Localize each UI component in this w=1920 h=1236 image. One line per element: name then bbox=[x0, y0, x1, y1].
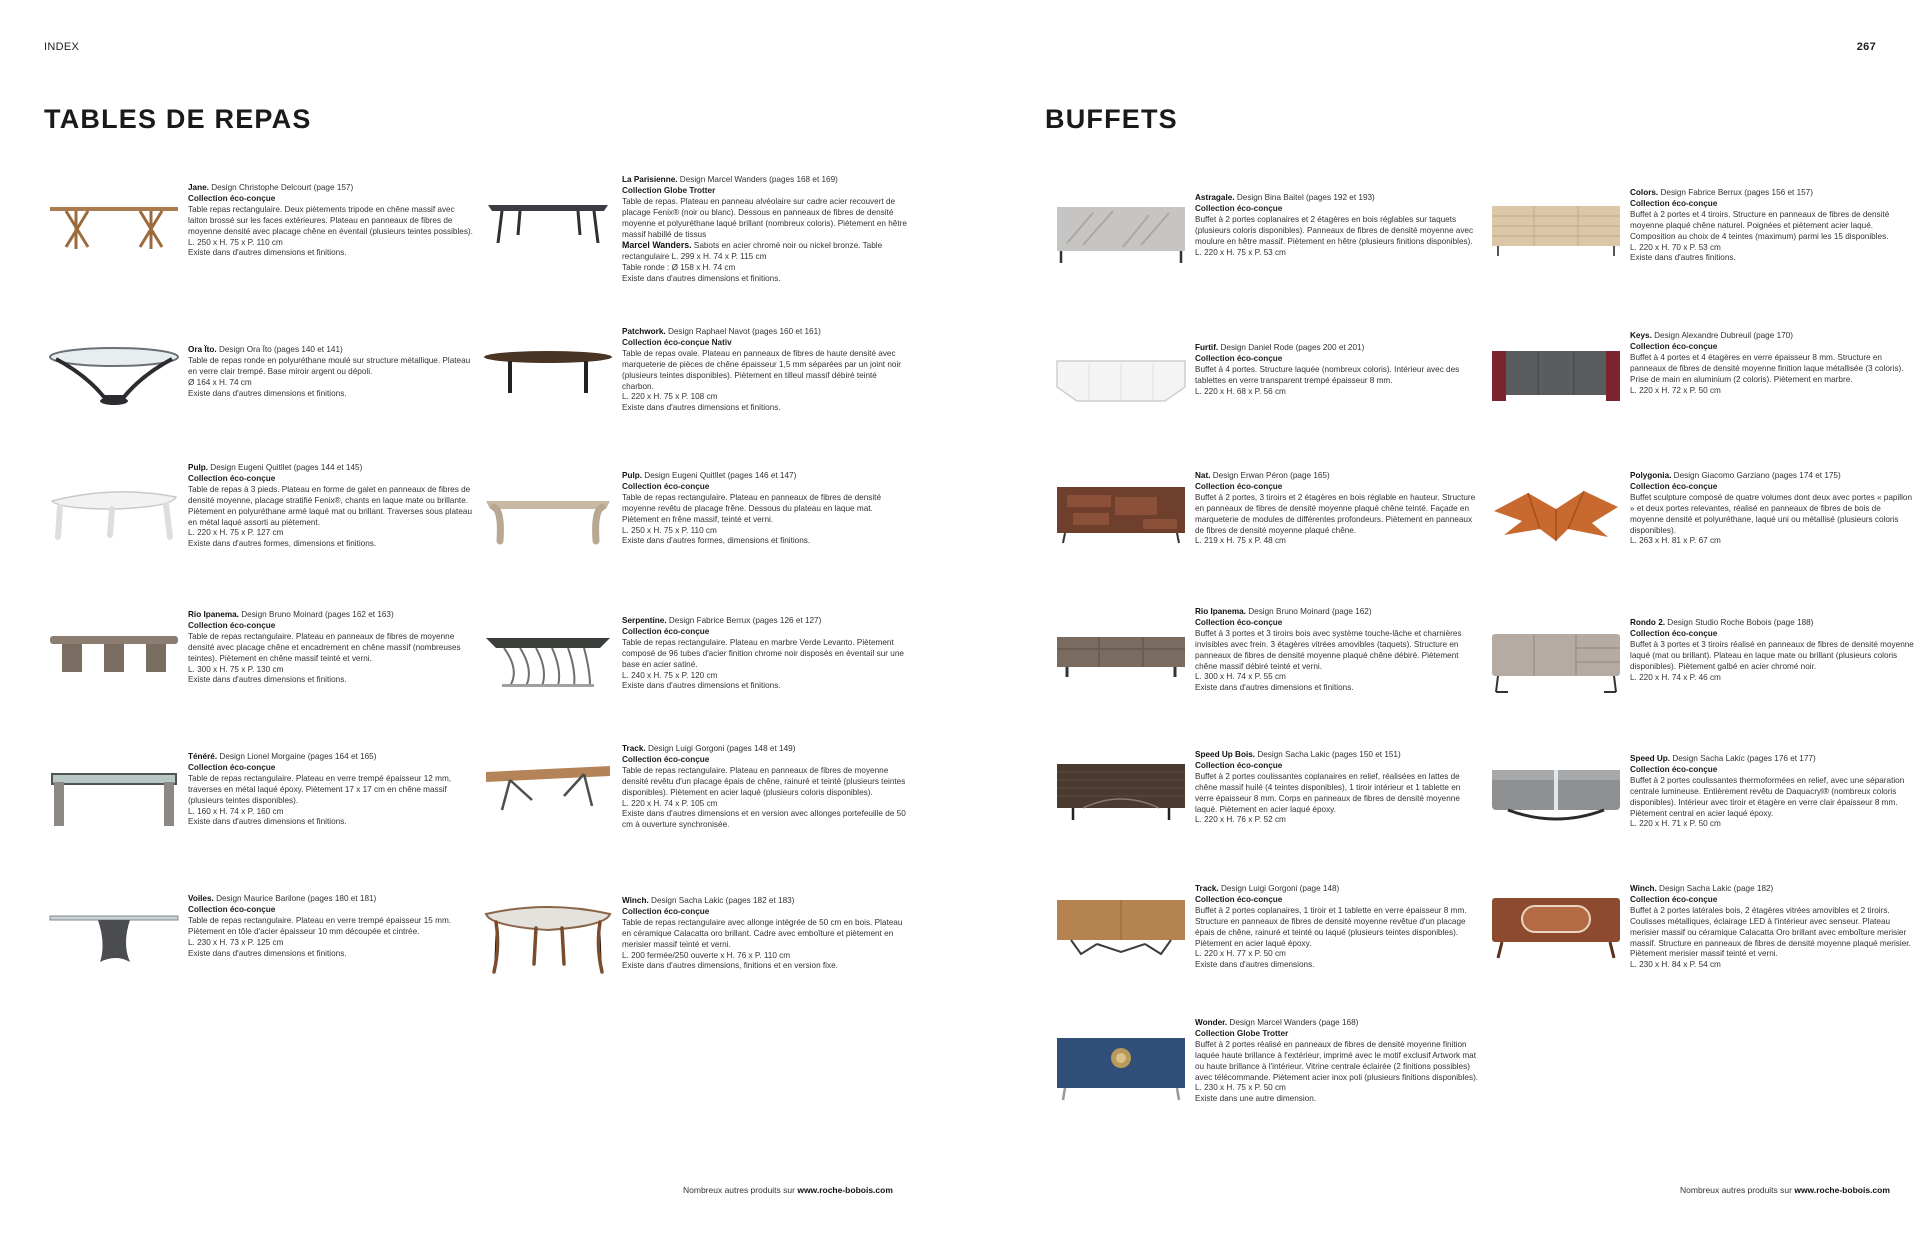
item-description: Table de repas rectangulaire. Plateau en verre trempé épaisseur 15 mm. Piètement en tôle d'acier épaisseur 10 mm découpée et cintrée. bbox=[188, 915, 452, 936]
item-collection: Collection éco-conçue bbox=[1630, 341, 1718, 351]
catalog-item-tenere[interactable] bbox=[46, 752, 476, 872]
item-description: Table de repas ovale. Plateau en panneaux de fibres de haute densité avec marqueterie de pièces de chêne épaisseur 1,5 mm séparées par un joint noir (plusieurs teintes disponibles). Piètement en tilleul massif débiré teinté charbon. bbox=[622, 348, 901, 391]
item-description: Table de repas. Plateau en panneau alvéolaire sur cadre acier recouvert de placage Fenix® (noir ou blanc). Dessous en panneaux de fibres de densité moyenne et polyuréthane laqué brillant (nombreux coloris). Piètement en hêtre massif habillé de tissus bbox=[622, 196, 907, 239]
item-description: Buffet à 2 portes réalisé en panneaux de fibres de densité moyenne finition laquée haute brillance à l'extérieur, imprimé avec le motif exclusif Artwork mat ou haute brillance à l'intérieur. Vitrine centrale éclairée (2 finitions possibles) avec télécommande. Piètement acier inox poli (plusieurs finitions disponibles). bbox=[1195, 1039, 1479, 1082]
item-name: Furtif. bbox=[1195, 343, 1219, 352]
item-description: Buffet à 2 portes coplanaires et 2 étagères en bois réglables sur taquets (plusieurs coloris disponibles). Panneaux de fibres de densité moyenne avec moulure en hêtre massif. Piètement en hêtre (plusieurs finitions disponibles). bbox=[1195, 214, 1474, 246]
item-collection: Collection éco-conçue bbox=[188, 762, 276, 772]
item-collection: Collection éco-conçue bbox=[622, 626, 710, 636]
catalog-item-keys[interactable] bbox=[1488, 331, 1918, 451]
item-designer: Design Eugeni Quitllet (pages 146 et 147) bbox=[642, 471, 797, 480]
tenere-table-image bbox=[46, 752, 182, 838]
item-name: Ora Ïto. bbox=[188, 345, 217, 354]
item-availability: Existe dans d'autres dimensions. bbox=[1195, 960, 1315, 970]
item-availability: Existe dans d'autres finitions. bbox=[1630, 253, 1736, 263]
voiles-table-image bbox=[46, 894, 182, 980]
item-dimensions: Table ronde : Ø 158 x H. 74 cm bbox=[622, 263, 736, 273]
catalog-item-astragale[interactable] bbox=[1053, 193, 1483, 313]
item-name: Track. bbox=[1195, 884, 1219, 893]
item-description: Table de repas rectangulaire. Plateau en panneaux de fibres de moyenne densité avec placage chêne et encadrement en chêne massif (nombreuses teintes). Piètement en chêne massif teinté et verni. bbox=[188, 631, 461, 663]
track-buffet-image bbox=[1053, 884, 1189, 970]
item-name: La Parisienne. bbox=[622, 175, 678, 184]
item-availability: Existe dans d'autres dimensions et finitions. bbox=[188, 248, 347, 258]
item-designer: Design Lionel Morgaine (pages 164 et 165) bbox=[217, 752, 377, 761]
item-dimensions: L. 220 x H. 76 x P. 52 cm bbox=[1195, 815, 1286, 825]
item-description: Table de repas rectangulaire avec allonge intégrée de 50 cm en bois. Plateau en céramique Calacatta oro brillant. Cadre avec emboîture et piètement en merisier massif teinté et verni. bbox=[622, 917, 903, 949]
la-parisienne-table-image bbox=[480, 175, 616, 261]
item-description: Table de repas à 3 pieds. Plateau en forme de galet en panneaux de fibres de densité moyenne, placage stratifié Fenix®, chants en laque mate ou brillante. Piètement en polyuréthane armé laqué mat ou brillant. Traverses sous plateau en métal laqué assorti au piètement. bbox=[188, 484, 472, 527]
item-dimensions: L. 263 x H. 81 x P. 67 cm bbox=[1630, 536, 1721, 546]
item-description: Buffet à 3 portes et 3 tiroirs réalisé en panneaux de fibres de densité moyenne laqué (mat ou brillant). Plateau en laque mate ou brillant (plusieurs coloris disponibles). Piètement galbé en acier chromé noir. bbox=[1630, 639, 1914, 671]
item-collection: Collection éco-conçue bbox=[188, 904, 276, 914]
item-designer: Design Erwan Péron (page 165) bbox=[1210, 471, 1330, 480]
item-name: Rio Ipanema. bbox=[1195, 607, 1246, 616]
item-dimensions: L. 220 x H. 75 x P. 127 cm bbox=[188, 528, 284, 538]
item-name: Ténéré. bbox=[188, 752, 218, 761]
footer-url-link[interactable]: www.roche-bobois.com bbox=[797, 1185, 893, 1195]
item-collection: Collection éco-conçue bbox=[188, 193, 276, 203]
item-description: Buffet à 4 portes. Structure laquée (nombreux coloris). Intérieur avec des tablettes en verre transparent trempé épaisseur 8 mm. bbox=[1195, 364, 1460, 385]
catalog-item-nat[interactable] bbox=[1053, 471, 1483, 591]
item-dimensions: L. 220 x H. 75 x P. 53 cm bbox=[1195, 247, 1286, 257]
item-dimensions: L. 300 x H. 74 x P. 55 cm bbox=[1195, 672, 1286, 682]
item-designer: Design Sacha Lakic (pages 150 et 151) bbox=[1255, 750, 1401, 759]
item-availability: Existe dans d'autres dimensions et finitions. bbox=[622, 274, 781, 284]
item-designer: Design Sacha Lakic (pages 176 et 177) bbox=[1670, 754, 1816, 763]
item-designer: Design Marcel Wanders (pages 168 et 169) bbox=[677, 175, 838, 184]
item-description: Buffet à 2 portes coulissantes thermoformées en relief, avec une séparation centrale lumineuse. Entièrement revêtu de Daquacryl® (nombreux coloris disponibles). Intérieur avec tiroir et étagère en verre clair épaisseur 8 mm. Piètement central en acier laqué époxy. bbox=[1630, 775, 1905, 818]
item-designer: Design Fabrice Berrux (pages 156 et 157) bbox=[1658, 188, 1813, 197]
item-description: Table de repas ronde en polyuréthane moulé sur structure métallique. Plateau en verre clair trempé. Base miroir argent ou dépoli. bbox=[188, 355, 471, 376]
item-availability: Existe dans d'autres dimensions et finitions. bbox=[622, 403, 781, 413]
catalog-item-wonder[interactable] bbox=[1053, 1018, 1483, 1138]
item-designer: Design Giacomo Garziano (pages 174 et 175) bbox=[1671, 471, 1841, 480]
item-name: Colors. bbox=[1630, 188, 1659, 197]
item-collection: Collection éco-conçue bbox=[1195, 203, 1283, 213]
catalog-item-colors[interactable] bbox=[1488, 188, 1918, 308]
rio-ipanema-buffet-image bbox=[1053, 607, 1189, 693]
item-availability: Existe dans d'autres dimensions, finitions et en version fixe. bbox=[622, 961, 838, 971]
item-dimensions: L. 240 x H. 75 x P. 120 cm bbox=[622, 670, 718, 680]
item-availability: Existe dans d'autres formes, dimensions et finitions. bbox=[188, 539, 377, 549]
item-collection: Collection éco-conçue bbox=[1195, 481, 1283, 491]
rondo-2-buffet-image bbox=[1488, 618, 1624, 704]
item-dimensions: L. 230 x H. 84 x P. 54 cm bbox=[1630, 960, 1721, 970]
running-head-index: INDEX bbox=[44, 41, 80, 53]
item-name: Winch. bbox=[1630, 884, 1657, 893]
item-name: Keys. bbox=[1630, 331, 1652, 340]
item-dimensions: L. 300 x H. 75 x P. 130 cm bbox=[188, 664, 284, 674]
catalog-item-track-buffet[interactable] bbox=[1053, 884, 1483, 1004]
item-name: Astragale. bbox=[1195, 193, 1235, 202]
footer-url-link[interactable]: www.roche-bobois.com bbox=[1794, 1185, 1890, 1195]
item-designer: Design Luigi Gorgoni (pages 148 et 149) bbox=[645, 744, 796, 753]
item-description: Buffet à 2 portes coulissantes coplanaires en relief, réalisées en lattes de chêne massif huilé (4 teintes disponibles), 1 tiroir intérieur et 1 tablette en verre épaisseur 8 mm. Corps en panneaux de fibres de densité moyenne laqué. Piètement en acier laqué époxy. bbox=[1195, 771, 1461, 814]
item-dimensions: L. 220 x H. 72 x P. 50 cm bbox=[1630, 385, 1721, 395]
speed-up-buffet-image bbox=[1488, 754, 1624, 840]
item-availability: Existe dans une autre dimension. bbox=[1195, 1094, 1317, 1104]
catalog-item-la-parisienne[interactable] bbox=[480, 175, 910, 295]
item-description: Table de repas rectangulaire. Plateau en panneaux de fibres de densité moyenne revêtu de placage frêne. Dessous du plateau en laque mat. Piètement en frêne massif, teinté et verni. bbox=[622, 492, 881, 524]
winch-table-image bbox=[480, 896, 616, 982]
item-availability: Existe dans d'autres dimensions et finitions. bbox=[188, 948, 347, 958]
item-dimensions: L. 250 x H. 75 x P. 110 cm bbox=[188, 237, 283, 247]
furtif-buffet-image bbox=[1053, 343, 1189, 429]
item-extra: Sabots en acier chromé noir ou nickel bronze. Table rectangulaire L. 299 x H. 74 x P. 115 cm bbox=[622, 241, 883, 262]
item-name: Speed Up. bbox=[1630, 754, 1671, 763]
pulp-round-table-image bbox=[46, 467, 182, 553]
catalog-item-speed-up[interactable] bbox=[1488, 754, 1918, 874]
footer-note-prefix: Nombreux autres produits sur bbox=[683, 1185, 798, 1195]
item-description: Buffet à 2 portes, 3 tiroirs et 2 étagères en bois réglable en hauteur. Structure en panneaux de fibres de densité moyenne plaqué chêne teinté. Façade en marqueterie de modules de différentes profondeurs. Piètement en panneaux de fibres de densité moyenne plaqué chêne. bbox=[1195, 492, 1476, 535]
item-collection: Collection éco-conçue bbox=[622, 754, 710, 764]
footer-note-left bbox=[683, 1185, 893, 1195]
item-dimensions: L. 219 x H. 75 x P. 48 cm bbox=[1195, 536, 1286, 546]
item-dimensions: L. 220 x H. 68 x P. 56 cm bbox=[1195, 386, 1286, 396]
track-table-image bbox=[480, 744, 616, 830]
catalog-item-track-table[interactable] bbox=[480, 744, 910, 864]
item-description: Buffet à 3 portes et 3 tiroirs bois avec système touche-lâche et charnières invisibles avec frein. 3 étagères vitrées amovibles (taquets). Structure en panneaux de fibres de densité moyenne plaqué chêne débiré. Piètement chêne massif débiré teinté et verni. bbox=[1195, 628, 1462, 671]
item-designer: Design Eugeni Quitllet (pages 144 et 145) bbox=[208, 463, 363, 472]
item-availability: Existe dans d'autres dimensions et en version avec allonges portefeuille de 50 cm à ouverture synchronisée. bbox=[622, 809, 906, 830]
footer-note-prefix: Nombreux autres produits sur bbox=[1680, 1185, 1795, 1195]
item-collection: Collection Globe Trotter bbox=[622, 185, 716, 195]
item-collection: Collection éco-conçue bbox=[1195, 894, 1283, 904]
item-availability: Existe dans d'autres dimensions et finitions. bbox=[188, 388, 347, 398]
catalog-item-rio-ipanema-buffet[interactable] bbox=[1053, 607, 1483, 727]
item-extra-name: Marcel Wanders. bbox=[622, 240, 692, 251]
item-name: Track. bbox=[622, 744, 646, 753]
item-collection: Collection éco-conçue Nativ bbox=[622, 337, 732, 347]
section-title-buffets: BUFFETS bbox=[1045, 104, 1178, 134]
item-collection: Collection éco-conçue bbox=[1630, 628, 1718, 638]
serpentine-table-image bbox=[480, 616, 616, 702]
item-description: Buffet à 2 portes et 4 tiroirs. Structure en panneaux de fibres de densité moyenne plaqué chêne naturel. Poignées et piètement acier laqué. Composition au choix de 4 teintes (maximum) parmi les 15 disponibles. bbox=[1630, 209, 1890, 241]
nat-buffet-image bbox=[1053, 471, 1189, 557]
item-designer: Design Bina Baitel (pages 192 et 193) bbox=[1234, 193, 1375, 202]
rio-ipanema-table-image bbox=[46, 610, 182, 696]
item-collection: Collection éco-conçue bbox=[1630, 198, 1718, 208]
catalog-item-winch-table[interactable] bbox=[480, 896, 910, 1016]
item-dimensions: L. 220 x H. 77 x P. 50 cm bbox=[1195, 949, 1286, 959]
item-dimensions: L. 230 x H. 73 x P. 125 cm bbox=[188, 937, 284, 947]
item-name: Winch. bbox=[622, 896, 649, 905]
keys-buffet-image bbox=[1488, 331, 1624, 417]
item-dimensions: L. 220 x H. 74 x P. 46 cm bbox=[1630, 672, 1721, 682]
item-name: Pulp. bbox=[622, 471, 643, 480]
item-dimensions: L. 220 x H. 70 x P. 53 cm bbox=[1630, 242, 1721, 252]
item-collection: Collection éco-conçue bbox=[188, 620, 276, 630]
ora-ito-table-image bbox=[46, 335, 182, 421]
item-designer: Design Alexandre Dubreuil (page 170) bbox=[1651, 331, 1793, 340]
item-name: Wonder. bbox=[1195, 1018, 1228, 1027]
footer-note-right bbox=[1680, 1185, 1890, 1195]
item-designer: Design Luigi Gorgoni (page 148) bbox=[1218, 884, 1340, 893]
item-availability: Existe dans d'autres formes, dimensions et finitions. bbox=[622, 536, 811, 546]
item-collection: Collection éco-conçue bbox=[188, 473, 276, 483]
item-description: Buffet à 2 portes coplanaires, 1 tiroir et 1 tablette en verre épaisseur 8 mm. Structure en panneaux de fibres de densité moyenne revêtue d'un placage épais de chêne, rainuré et teinté ou laqué (plusieurs teintes disponibles). Piètement en acier laqué époxy. bbox=[1195, 905, 1467, 948]
item-name: Speed Up Bois. bbox=[1195, 750, 1256, 759]
catalog-item-polygonia[interactable] bbox=[1488, 471, 1918, 591]
item-name: Jane. bbox=[188, 183, 209, 192]
item-dimensions: L. 220 x H. 71 x P. 50 cm bbox=[1630, 819, 1721, 829]
item-description: Buffet à 4 portes et 4 étagères en verre épaisseur 8 mm. Structure en panneaux de fibres de densité moyenne finition laque métallisée (3 coloris). Prise de main en aluminium (2 coloris). Piètement en marbre. bbox=[1630, 352, 1904, 384]
catalog-item-winch-buffet[interactable] bbox=[1488, 884, 1918, 1004]
item-collection: Collection éco-conçue bbox=[1630, 764, 1718, 774]
item-name: Rio Ipanema. bbox=[188, 610, 239, 619]
catalog-item-pulp-round[interactable] bbox=[46, 463, 476, 587]
item-name: Patchwork. bbox=[622, 327, 666, 336]
item-dimensions: L. 250 x H. 75 x P. 110 cm bbox=[622, 525, 717, 535]
page-number: 267 bbox=[1856, 41, 1876, 53]
item-designer: Design Maurice Barilone (pages 180 et 181) bbox=[213, 894, 377, 903]
item-dimensions: L. 220 x H. 75 x P. 108 cm bbox=[622, 392, 718, 402]
item-collection: Collection Globe Trotter bbox=[1195, 1028, 1289, 1038]
item-designer: Design Ora Ïto (pages 140 et 141) bbox=[216, 345, 343, 354]
wonder-buffet-image bbox=[1053, 1018, 1189, 1104]
catalog-item-jane[interactable] bbox=[46, 183, 476, 303]
item-collection: Collection éco-conçue bbox=[622, 481, 710, 491]
item-collection: Collection éco-conçue bbox=[1630, 894, 1718, 904]
item-collection: Collection éco-conçue bbox=[1195, 617, 1283, 627]
item-description: Buffet sculpture composé de quatre volumes dont deux avec portes « papillon » et deux portes relevantes, réalisé en panneaux de fibres de bois de moyenne densité et polyuréthane, laqué uni ou métallisé (plusieurs coloris disponibles). bbox=[1630, 492, 1913, 535]
item-designer: Design Marcel Wanders (page 168) bbox=[1227, 1018, 1359, 1027]
jane-table-image bbox=[46, 183, 182, 269]
polygonia-buffet-image bbox=[1488, 471, 1624, 557]
item-collection: Collection éco-conçue bbox=[1195, 760, 1283, 770]
catalog-item-furtif[interactable] bbox=[1053, 343, 1483, 463]
item-name: Serpentine. bbox=[622, 616, 667, 625]
catalog-item-pulp-rect[interactable] bbox=[480, 471, 910, 591]
section-title-tables: TABLES DE REPAS bbox=[44, 104, 312, 134]
patchwork-table-image bbox=[480, 327, 616, 413]
item-name: Polygonia. bbox=[1630, 471, 1672, 480]
catalog-item-rondo-2[interactable] bbox=[1488, 618, 1918, 738]
item-description: Table de repas rectangulaire. Plateau en panneaux de fibres de moyenne densité revêtu d'un placage épais de chêne, rainuré et teinté (plusieurs teintes disponibles). Piètement en acier laqué (plusieurs coloris disponibles). bbox=[622, 765, 906, 797]
item-availability: Existe dans d'autres dimensions et finitions. bbox=[188, 817, 347, 827]
speed-up-bois-buffet-image bbox=[1053, 750, 1189, 836]
item-dimensions: L. 230 x H. 75 x P. 50 cm bbox=[1195, 1083, 1286, 1093]
item-designer: Design Studio Roche Bobois (page 188) bbox=[1665, 618, 1814, 627]
item-dimensions: Ø 164 x H. 74 cm bbox=[188, 377, 252, 387]
item-name: Pulp. bbox=[188, 463, 209, 472]
item-availability: Existe dans d'autres dimensions et finitions. bbox=[1195, 683, 1354, 693]
item-dimensions: L. 200 fermée/250 ouverte x H. 76 x P. 110 cm bbox=[622, 950, 791, 960]
item-designer: Design Bruno Moinard (pages 162 et 163) bbox=[238, 610, 394, 619]
item-designer: Design Daniel Rode (pages 200 et 201) bbox=[1218, 343, 1365, 352]
item-availability: Existe dans d'autres dimensions et finitions. bbox=[622, 681, 781, 691]
astragale-buffet-image bbox=[1053, 193, 1189, 279]
item-description: Table de repas rectangulaire. Plateau en verre trempé épaisseur 12 mm, traverses en métal laqué époxy. Piètement 17 x 17 cm en chêne massif (plusieurs teintes disponibles). bbox=[188, 773, 452, 805]
item-collection: Collection éco-conçue bbox=[1630, 481, 1718, 491]
winch-buffet-image bbox=[1488, 884, 1624, 970]
catalog-item-ora-ito[interactable] bbox=[46, 335, 476, 455]
catalog-item-serpentine[interactable] bbox=[480, 616, 910, 736]
pulp-rect-table-image bbox=[480, 471, 616, 557]
item-designer: Design Sacha Lakic (page 182) bbox=[1656, 884, 1774, 893]
colors-buffet-image bbox=[1488, 188, 1624, 274]
item-designer: Design Christophe Delcourt (page 157) bbox=[208, 183, 354, 192]
catalog-item-voiles[interactable] bbox=[46, 894, 476, 1014]
item-dimensions: L. 220 x H. 74 x P. 105 cm bbox=[622, 798, 718, 808]
item-description: Buffet à 2 portes latérales bois, 2 étagères vitrées amovibles et 2 tiroirs. Coulisses métalliques, éclairage LED à l'intérieur avec senseur. Plateau merisier massif ou céramique Calacatta Oro brillant avec emboîture merisier massif. Structure en panneaux de fibres de densité moyenne plaqué merisier. Piètement merisier massif teinté et verni. bbox=[1630, 905, 1911, 959]
item-designer: Design Fabrice Berrux (pages 126 et 127) bbox=[666, 616, 822, 625]
item-collection: Collection éco-conçue bbox=[1195, 353, 1283, 363]
item-name: Voiles. bbox=[188, 894, 214, 903]
item-designer: Design Raphael Navot (pages 160 et 161) bbox=[665, 327, 821, 336]
catalog-item-speed-up-bois[interactable] bbox=[1053, 750, 1483, 870]
item-name: Nat. bbox=[1195, 471, 1211, 480]
item-availability: Existe dans d'autres dimensions et finitions. bbox=[188, 675, 347, 685]
item-name: Rondo 2. bbox=[1630, 618, 1666, 627]
item-collection: Collection éco-conçue bbox=[622, 906, 710, 916]
item-dimensions: L. 160 x H. 74 x P. 160 cm bbox=[188, 806, 284, 816]
item-description: Table repas rectangulaire. Deux piètements tripode en chêne massif avec laiton brossé sur les faces extérieures. Plateau en panneaux de fibres de moyenne densité avec placage chêne en éventail (plusieurs teintes possibles). bbox=[188, 204, 473, 236]
catalog-item-rio-ipanema-table[interactable] bbox=[46, 610, 476, 730]
item-description: Table de repas rectangulaire. Plateau en marbre Verde Levanto. Piètement composé de 96 tubes d'acier finition chrome noir disposés en éventail sur une base en acier satiné. bbox=[622, 637, 904, 669]
catalog-item-patchwork[interactable] bbox=[480, 327, 910, 447]
item-designer: Design Sacha Lakic (pages 182 et 183) bbox=[648, 896, 795, 905]
item-designer: Design Bruno Moinard (page 162) bbox=[1245, 607, 1372, 616]
